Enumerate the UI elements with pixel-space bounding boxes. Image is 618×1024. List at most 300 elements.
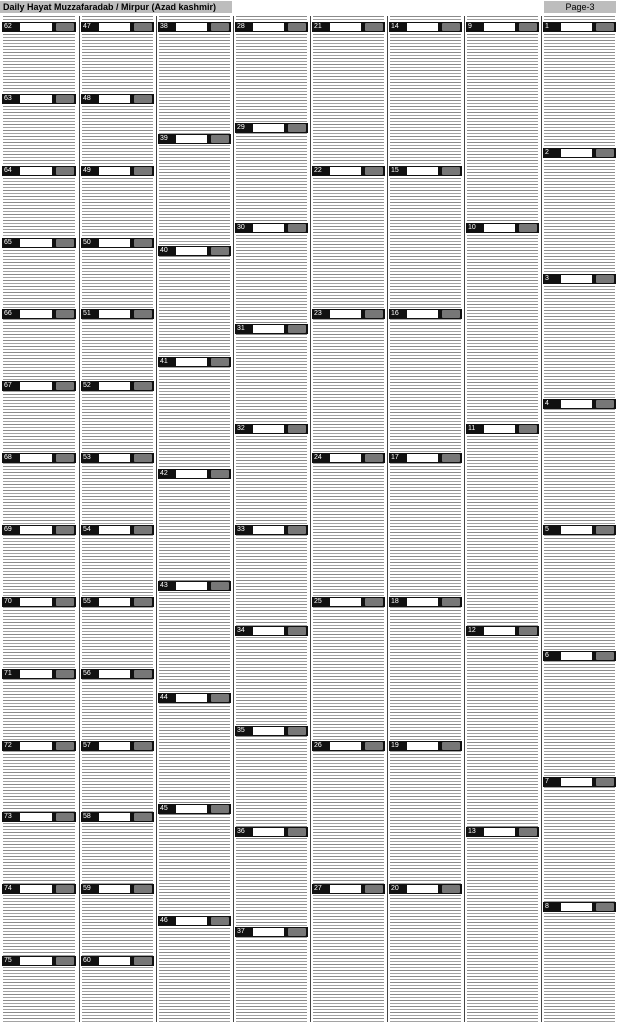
notice-title-box (484, 224, 515, 232)
notice-title-box (20, 454, 52, 462)
notice-number: 41 (160, 358, 168, 365)
notice-header (543, 274, 616, 284)
notice-number: 49 (83, 167, 91, 174)
notice-logo-icon (56, 885, 74, 893)
notice-logo-icon (519, 425, 537, 433)
notice-logo-icon (134, 885, 152, 893)
notice-title-box (484, 828, 515, 836)
notice-header (235, 726, 308, 736)
notice-header (2, 597, 76, 607)
notice-header (235, 626, 308, 636)
notice-logo-icon (134, 670, 152, 678)
notice-title-box (176, 582, 207, 590)
notice-number: 45 (160, 805, 168, 812)
notice-number: 34 (237, 627, 245, 634)
notice-header (466, 626, 539, 636)
notice-title-box (20, 382, 52, 390)
notice-logo-icon (56, 813, 74, 821)
notice-number: 12 (468, 627, 476, 634)
notice-number: 39 (160, 135, 168, 142)
notice-title-box (253, 23, 284, 31)
notice-number: 1 (545, 23, 549, 30)
notice-number: 33 (237, 526, 245, 533)
notice-title-box (253, 727, 284, 735)
notice-logo-icon (288, 425, 306, 433)
notice-logo-icon (365, 454, 383, 462)
notice-number: 60 (83, 957, 91, 964)
notice-header (158, 134, 231, 144)
notice-logo-icon (56, 239, 74, 247)
notice-header (158, 916, 231, 926)
notice-title-box (20, 957, 52, 965)
notice-logo-icon (519, 224, 537, 232)
notice-title-box (407, 742, 438, 750)
notice-logo-icon (56, 598, 74, 606)
notice-number: 32 (237, 425, 245, 432)
notice-logo-icon (596, 400, 614, 408)
notice-logo-icon (134, 23, 152, 31)
notice-number: 58 (83, 813, 91, 820)
notice-title-box (176, 247, 207, 255)
notice-number: 17 (391, 454, 399, 461)
notice-number: 36 (237, 828, 245, 835)
notice-title-box (484, 627, 515, 635)
notice-logo-icon (519, 828, 537, 836)
column-text-block (544, 16, 615, 1022)
notice-title-box (484, 23, 515, 31)
notice-header (158, 357, 231, 367)
notice-header (235, 424, 308, 434)
notice-header (235, 123, 308, 133)
notice-logo-icon (365, 310, 383, 318)
notice-logo-icon (211, 135, 229, 143)
column-4 (233, 16, 309, 1022)
notice-header (81, 94, 154, 104)
notice-logo-icon (134, 813, 152, 821)
notice-number: 65 (4, 239, 12, 246)
notice-header (235, 927, 308, 937)
notice-header (312, 22, 385, 32)
notice-header (2, 238, 76, 248)
notice-number: 6 (545, 652, 549, 659)
notice-title-box (20, 742, 52, 750)
notice-title-box (99, 885, 130, 893)
notice-logo-icon (211, 805, 229, 813)
notice-title-box (176, 470, 207, 478)
notice-header (389, 741, 462, 751)
notice-number: 29 (237, 124, 245, 131)
notice-number: 62 (4, 23, 12, 30)
notice-logo-icon (596, 778, 614, 786)
notice-header (389, 884, 462, 894)
notice-title-box (99, 95, 130, 103)
notice-logo-icon (442, 23, 460, 31)
notice-title-box (20, 670, 52, 678)
notice-logo-icon (134, 526, 152, 534)
notice-number: 64 (4, 167, 12, 174)
notice-number: 57 (83, 742, 91, 749)
notice-logo-icon (211, 358, 229, 366)
notice-logo-icon (442, 310, 460, 318)
notice-logo-icon (134, 454, 152, 462)
notice-number: 69 (4, 526, 12, 533)
notice-number: 10 (468, 224, 476, 231)
notice-header (2, 812, 76, 822)
notice-logo-icon (288, 224, 306, 232)
notice-number: 27 (314, 885, 322, 892)
notice-title-box (561, 903, 592, 911)
notice-number: 71 (4, 670, 12, 677)
notice-number: 43 (160, 582, 168, 589)
notice-header (81, 238, 154, 248)
notice-logo-icon (365, 742, 383, 750)
notice-title-box (253, 124, 284, 132)
notice-title-box (330, 742, 361, 750)
notice-header (2, 94, 76, 104)
notice-title-box (20, 239, 52, 247)
notice-title-box (253, 627, 284, 635)
notice-number: 73 (4, 813, 12, 820)
notice-title-box (20, 598, 52, 606)
notice-header (235, 827, 308, 837)
notice-number: 74 (4, 885, 12, 892)
notice-number: 28 (237, 23, 245, 30)
notice-logo-icon (56, 310, 74, 318)
notice-number: 20 (391, 885, 399, 892)
notice-title-box (176, 805, 207, 813)
masthead (0, 0, 618, 14)
notice-header (81, 597, 154, 607)
notice-logo-icon (596, 652, 614, 660)
notice-header (2, 166, 76, 176)
notice-title-box (20, 167, 52, 175)
notice-header (158, 581, 231, 591)
notice-header (312, 597, 385, 607)
notice-logo-icon (56, 23, 74, 31)
notice-title-box (561, 526, 592, 534)
notice-number: 51 (83, 310, 91, 317)
notice-number: 26 (314, 742, 322, 749)
notice-header (2, 884, 76, 894)
notice-logo-icon (596, 275, 614, 283)
notice-header (312, 741, 385, 751)
notice-number: 52 (83, 382, 91, 389)
notice-title-box (176, 23, 207, 31)
column-text-block (236, 16, 307, 1022)
notice-logo-icon (365, 598, 383, 606)
notice-header (389, 309, 462, 319)
notice-header (81, 309, 154, 319)
notice-number: 5 (545, 526, 549, 533)
notice-header (81, 525, 154, 535)
notice-logo-icon (288, 526, 306, 534)
notice-number: 38 (160, 23, 168, 30)
notice-header (235, 223, 308, 233)
notice-header (543, 777, 616, 787)
notice-number: 72 (4, 742, 12, 749)
notice-title-box (253, 828, 284, 836)
notice-number: 18 (391, 598, 399, 605)
notice-logo-icon (134, 167, 152, 175)
notice-number: 54 (83, 526, 91, 533)
notice-title-box (253, 526, 284, 534)
notice-logo-icon (596, 903, 614, 911)
notice-header (2, 956, 76, 966)
notice-title-box (330, 167, 361, 175)
notice-logo-icon (211, 247, 229, 255)
notice-title-box (484, 425, 515, 433)
notice-number: 53 (83, 454, 91, 461)
notice-header (312, 453, 385, 463)
notice-header (2, 22, 76, 32)
notice-title-box (407, 167, 438, 175)
notice-header (543, 525, 616, 535)
notice-number: 37 (237, 928, 245, 935)
notice-title-box (407, 885, 438, 893)
notice-header (389, 597, 462, 607)
notice-number: 50 (83, 239, 91, 246)
notice-title-box (407, 310, 438, 318)
notice-title-box (176, 135, 207, 143)
notice-header (543, 651, 616, 661)
notice-header (235, 324, 308, 334)
notice-logo-icon (365, 885, 383, 893)
notice-header (235, 22, 308, 32)
notice-header (2, 669, 76, 679)
notice-title-box (330, 310, 361, 318)
notice-header (158, 469, 231, 479)
notice-number: 56 (83, 670, 91, 677)
notice-number: 44 (160, 694, 168, 701)
notice-number: 14 (391, 23, 399, 30)
notice-title-box (20, 885, 52, 893)
notice-title-box (407, 23, 438, 31)
notice-number: 68 (4, 454, 12, 461)
notice-title-box (99, 382, 130, 390)
notice-title-box (99, 167, 130, 175)
notice-title-box (253, 928, 284, 936)
notice-number: 19 (391, 742, 399, 749)
column-3 (156, 16, 232, 1022)
notice-header (2, 741, 76, 751)
notice-title-box (561, 778, 592, 786)
notice-header (543, 148, 616, 158)
page-number: Page-3 (544, 1, 616, 13)
notice-logo-icon (211, 470, 229, 478)
notice-title-box (176, 917, 207, 925)
notice-title-box (330, 23, 361, 31)
notice-title-box (176, 694, 207, 702)
notice-header (81, 453, 154, 463)
notice-logo-icon (56, 670, 74, 678)
notice-number: 47 (83, 23, 91, 30)
notice-number: 35 (237, 727, 245, 734)
notice-logo-icon (288, 627, 306, 635)
notice-header (81, 22, 154, 32)
notice-header (2, 453, 76, 463)
notice-title-box (99, 670, 130, 678)
notice-title-box (99, 813, 130, 821)
notice-number: 4 (545, 400, 549, 407)
notice-header (389, 22, 462, 32)
notice-header (81, 381, 154, 391)
notice-logo-icon (288, 325, 306, 333)
notice-number: 67 (4, 382, 12, 389)
notice-header (543, 399, 616, 409)
notice-number: 8 (545, 903, 549, 910)
notice-logo-icon (365, 167, 383, 175)
column-6 (387, 16, 463, 1022)
notice-title-box (253, 325, 284, 333)
notice-number: 22 (314, 167, 322, 174)
notice-number: 75 (4, 957, 12, 964)
notice-logo-icon (442, 167, 460, 175)
notice-title-box (561, 400, 592, 408)
notice-header (2, 309, 76, 319)
notice-logo-icon (519, 23, 537, 31)
notice-header (158, 22, 231, 32)
notice-logo-icon (56, 95, 74, 103)
notice-logo-icon (56, 742, 74, 750)
notice-header (81, 741, 154, 751)
notice-header (312, 884, 385, 894)
notice-header (158, 804, 231, 814)
notice-header (235, 525, 308, 535)
notice-title-box (407, 598, 438, 606)
notice-header (81, 956, 154, 966)
notice-title-box (99, 310, 130, 318)
notice-logo-icon (211, 582, 229, 590)
column-2 (79, 16, 155, 1022)
notice-title-box (99, 598, 130, 606)
notice-number: 11 (468, 425, 476, 432)
notice-number: 15 (391, 167, 399, 174)
notice-logo-icon (442, 885, 460, 893)
notice-logo-icon (134, 957, 152, 965)
notice-number: 25 (314, 598, 322, 605)
notice-header (158, 693, 231, 703)
notice-title-box (330, 598, 361, 606)
newspaper-title: Daily Hayat Muzzafaradab / Mirpur (Azad kashmir) (0, 1, 232, 13)
notice-number: 23 (314, 310, 322, 317)
notice-header (466, 223, 539, 233)
notice-number: 31 (237, 325, 245, 332)
notice-logo-icon (211, 694, 229, 702)
notice-header (312, 309, 385, 319)
notice-number: 48 (83, 95, 91, 102)
notice-logo-icon (211, 917, 229, 925)
notice-title-box (330, 454, 361, 462)
notice-header (389, 166, 462, 176)
notice-title-box (99, 526, 130, 534)
notice-logo-icon (56, 957, 74, 965)
notice-logo-icon (288, 727, 306, 735)
notice-logo-icon (134, 95, 152, 103)
notice-number: 70 (4, 598, 12, 605)
notice-logo-icon (56, 526, 74, 534)
column-7 (464, 16, 540, 1022)
notice-title-box (561, 652, 592, 660)
notice-number: 66 (4, 310, 12, 317)
notice-header (543, 902, 616, 912)
notice-title-box (99, 742, 130, 750)
notice-number: 9 (468, 23, 472, 30)
notice-logo-icon (288, 828, 306, 836)
notice-title-box (561, 149, 592, 157)
newspaper-columns (1, 16, 617, 1022)
notice-title-box (330, 885, 361, 893)
notice-header (2, 381, 76, 391)
notice-header (466, 424, 539, 434)
notice-logo-icon (596, 23, 614, 31)
notice-header (2, 525, 76, 535)
notice-number: 7 (545, 778, 549, 785)
column-1 (1, 16, 77, 1022)
notice-number: 30 (237, 224, 245, 231)
notice-number: 63 (4, 95, 12, 102)
column-text-block (467, 16, 538, 1022)
notice-logo-icon (442, 598, 460, 606)
notice-header (81, 812, 154, 822)
notice-title-box (561, 23, 592, 31)
notice-number: 21 (314, 23, 322, 30)
notice-number: 24 (314, 454, 322, 461)
notice-logo-icon (134, 742, 152, 750)
notice-logo-icon (365, 23, 383, 31)
notice-header (312, 166, 385, 176)
notice-logo-icon (442, 742, 460, 750)
notice-logo-icon (134, 310, 152, 318)
notice-logo-icon (134, 239, 152, 247)
notice-header (389, 453, 462, 463)
notice-number: 16 (391, 310, 399, 317)
notice-header (543, 22, 616, 32)
notice-title-box (99, 454, 130, 462)
notice-title-box (561, 275, 592, 283)
column-text-block (159, 16, 230, 1022)
notice-title-box (99, 23, 130, 31)
notice-title-box (20, 813, 52, 821)
notice-number: 55 (83, 598, 91, 605)
notice-header (81, 669, 154, 679)
column-5 (310, 16, 386, 1022)
notice-logo-icon (288, 23, 306, 31)
notice-number: 42 (160, 470, 168, 477)
notice-number: 40 (160, 247, 168, 254)
notice-logo-icon (288, 124, 306, 132)
notice-logo-icon (56, 167, 74, 175)
notice-number: 2 (545, 149, 549, 156)
notice-logo-icon (596, 149, 614, 157)
notice-logo-icon (211, 23, 229, 31)
notice-header (466, 22, 539, 32)
notice-logo-icon (442, 454, 460, 462)
notice-title-box (99, 239, 130, 247)
notice-number: 59 (83, 885, 91, 892)
notice-logo-icon (56, 382, 74, 390)
notice-logo-icon (596, 526, 614, 534)
notice-title-box (407, 454, 438, 462)
notice-logo-icon (519, 627, 537, 635)
notice-logo-icon (288, 928, 306, 936)
notice-title-box (253, 224, 284, 232)
notice-title-box (20, 526, 52, 534)
column-8 (541, 16, 617, 1022)
notice-title-box (20, 95, 52, 103)
notice-number: 13 (468, 828, 476, 835)
notice-logo-icon (134, 598, 152, 606)
notice-header (81, 166, 154, 176)
